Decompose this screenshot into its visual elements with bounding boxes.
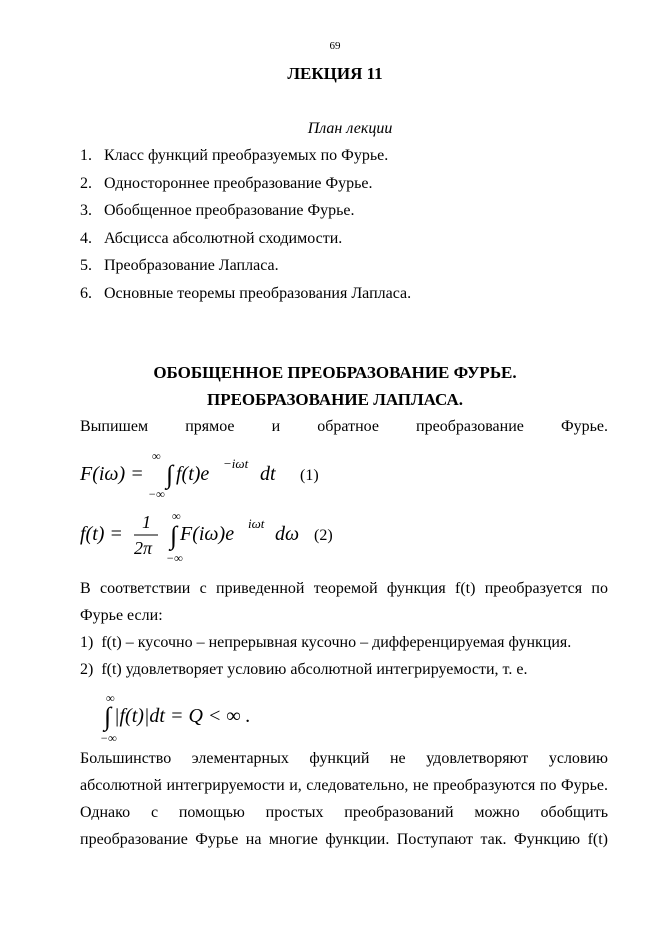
formula-2-lhs: f(t) =: [80, 523, 123, 545]
integral-sign: ∫: [166, 460, 174, 489]
paragraph-2-line-4: преобразование Фурье на многие функции. Поступают так. Функцию f(t): [80, 831, 608, 848]
plan-item-text: Преобразование Лапласа.: [104, 257, 279, 274]
section-title-line1: ОБОБЩЕННОЕ ПРЕОБРАЗОВАНИЕ ФУРЬЕ.: [153, 363, 517, 382]
formula-1-lower-limit: −∞: [148, 487, 165, 501]
formula-2-integrand: F(iω)e: [180, 523, 235, 545]
formula-3-lower-limit: −∞: [100, 731, 117, 744]
plan-item-number: 2.: [80, 174, 92, 192]
formula-3: [98, 688, 298, 749]
formula-2-exponent: iωt: [248, 516, 265, 531]
integral-sign: ∫: [104, 702, 112, 731]
plan-item-number: 6.: [80, 284, 92, 302]
formula-3-upper-limit: ∞: [106, 691, 115, 705]
formula-1-lhs: F(iω) =: [80, 463, 144, 485]
plan-item: [80, 146, 411, 174]
formula-2-differential: dω: [275, 523, 300, 545]
plan-item-text: Обобщенное преобразование Фурье.: [104, 202, 355, 219]
formula-2-fraction-numerator: 1: [142, 512, 151, 532]
paragraph-2-line-2: абсолютной интегрируемости и, следовательно, не преобразуются по Фурье.: [80, 777, 608, 794]
plan-item-text: Класс функций преобразуемых по Фурье.: [104, 147, 389, 164]
plan-item-number: 5.: [80, 257, 92, 274]
plan-item-number: 1.: [80, 147, 92, 164]
section-title-line2: ПРЕОБРАЗОВАНИЕ ЛАПЛАСА.: [206, 390, 464, 409]
formula-2-upper-limit: ∞: [172, 509, 181, 523]
paragraph-1-line-1: В соответствии с приведенной теоремой функция f(t) преобразуется по: [80, 580, 608, 597]
intro-line: Выпишем прямое и обратное преобразование Фурье.: [80, 418, 608, 435]
paragraph-2-line-3: Однако с помощью простых преобразований можно обобщить: [80, 804, 608, 821]
formula-1-integrand: f(t)e: [176, 463, 210, 485]
plan-item-text: Абсцисса абсолютной сходимости.: [104, 229, 343, 247]
plan-item: [80, 229, 411, 257]
formula-1-exponent: −iωt: [223, 456, 249, 471]
page-number: 69: [329, 40, 341, 52]
condition-1: 1) f(t) – кусочно – непрерывная кусочно – дифференцируемая функция.: [80, 634, 572, 651]
plan-item: [80, 284, 411, 312]
formula-2-lower-limit: −∞: [166, 551, 183, 565]
plan-item: [80, 174, 411, 202]
formula-2: [78, 506, 398, 573]
lecture-title: ЛЕКЦИЯ 11: [287, 64, 383, 83]
condition-2: 2) f(t) удовлетворяет условию абсолютной интегрируемости, т. е.: [80, 661, 528, 678]
plan-item-number: 4.: [80, 229, 92, 247]
plan-item-text: Одностороннее преобразование Фурье.: [104, 174, 373, 192]
formula-1-differential: dt: [260, 463, 276, 485]
formula-2-fraction-denominator: 2π: [134, 538, 153, 558]
plan-item: [80, 256, 411, 284]
plan-item-number: 3.: [80, 202, 92, 219]
plan-item: [80, 201, 411, 229]
formula-1-upper-limit: ∞: [152, 449, 161, 463]
plan-list: [80, 146, 411, 311]
plan-item-text: Основные теоремы преобразования Лапласа.: [104, 284, 412, 302]
formula-2-number: (2): [314, 527, 333, 544]
paragraph-1-line-2: Фурье если:: [80, 607, 163, 624]
formula-1: [78, 446, 378, 507]
formula-1-number: (1): [300, 467, 319, 484]
formula-3-integrand: |f(t)|dt = Q < ∞ .: [114, 705, 251, 727]
integral-sign: ∫: [170, 521, 178, 550]
plan-heading: План лекции: [307, 120, 393, 137]
paragraph-2-line-1: Большинство элементарных функций не удовлетворяют условию: [80, 750, 608, 767]
